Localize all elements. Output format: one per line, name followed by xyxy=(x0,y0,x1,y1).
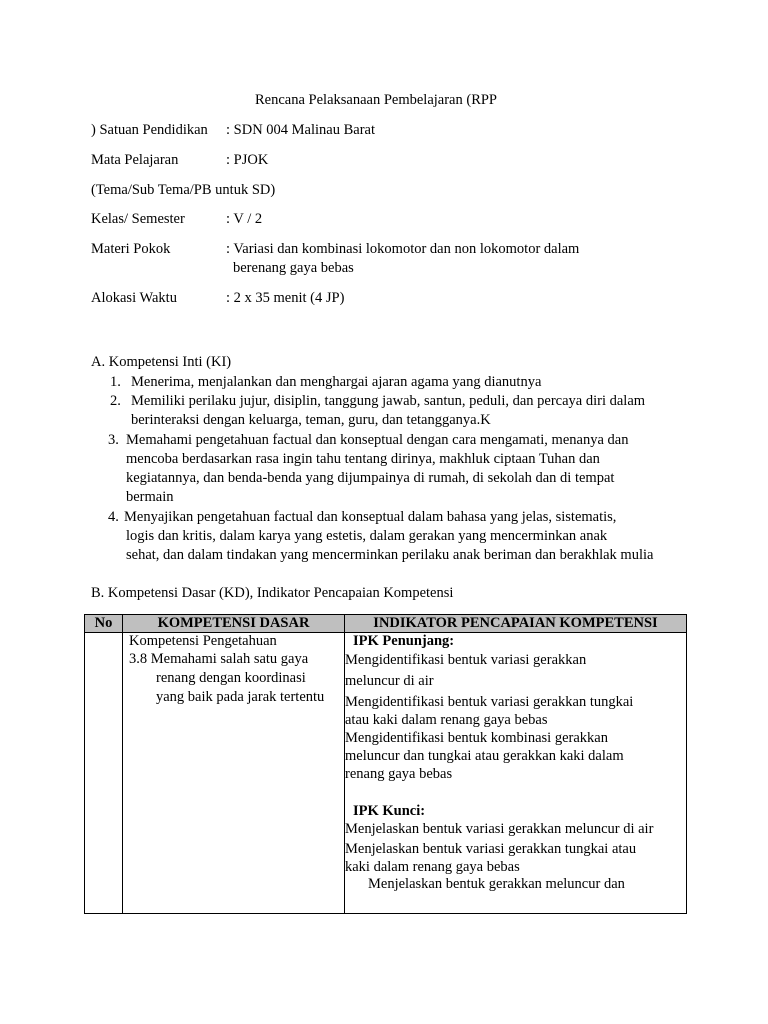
info-label: (Tema/Sub Tema/PB untuk SD) xyxy=(91,182,276,198)
ipk-line: Menjelaskan bentuk variasi gerakkan meluncur di air xyxy=(345,821,654,837)
cell-no xyxy=(85,633,123,914)
kd-line: 3.8 Memahami salah satu gaya xyxy=(129,651,309,667)
header-no: No xyxy=(85,615,123,633)
ipk-line: Mengidentifikasi bentuk variasi gerakkan tungkai xyxy=(345,694,634,710)
ki-item-text: bermain xyxy=(126,489,174,505)
ki-item-text: Memiliki perilaku jujur, disiplin, tanggung jawab, santun, peduli, dan percaya diri dalam xyxy=(131,393,646,409)
ki-item-text: mencoba berdasarkan rasa ingin tahu tentang dirinya, makhluk ciptaan Tuhan dan xyxy=(126,451,600,467)
ki-item-text: kegiatannya, dan benda-benda yang dijumpainya di rumah, di sekolah dan di tempat xyxy=(126,470,615,486)
page-title: Rencana Pelaksanaan Pembelajaran (RPP xyxy=(255,92,497,108)
section-b-heading: B. Kompetensi Dasar (KD), Indikator Pencapaian Kompetensi xyxy=(91,585,454,601)
kd-line: renang dengan koordinasi xyxy=(156,670,306,686)
info-value: : SDN 004 Malinau Barat xyxy=(226,122,376,138)
section-a-heading: A. Kompetensi Inti (KI) xyxy=(91,354,232,370)
kd-category: Kompetensi Pengetahuan xyxy=(129,633,277,649)
ki-item-text: Menerima, menjalankan dan menghargai ajaran agama yang dianutnya xyxy=(131,374,542,390)
ipk-penunjang-heading: IPK Penunjang: xyxy=(353,633,455,649)
info-value-continuation: berenang gaya bebas xyxy=(233,260,354,276)
table-header-row xyxy=(85,615,687,633)
ipk-line: Menjelaskan bentuk gerakkan meluncur dan xyxy=(368,876,625,892)
ki-item-marker: 3. xyxy=(108,432,119,448)
info-label: Materi Pokok xyxy=(91,241,171,257)
info-value: : PJOK xyxy=(226,152,269,168)
ipk-line: Menjelaskan bentuk variasi gerakkan tungkai atau xyxy=(345,841,637,857)
cell-indikator xyxy=(345,633,687,914)
kd-table xyxy=(84,614,687,914)
ipk-line: Mengidentifikasi bentuk variasi gerakkan xyxy=(345,652,587,668)
info-value: : 2 x 35 menit (4 JP) xyxy=(226,290,345,306)
ki-item-text: berinteraksi dengan keluarga, teman, guru, dan tetangganya.K xyxy=(131,412,491,428)
ipk-line: meluncur di air xyxy=(345,673,434,689)
ki-item-marker: 4. xyxy=(108,509,119,525)
ipk-line: meluncur dan tungkai atau gerakkan kaki dalam xyxy=(345,748,624,764)
cell-kompetensi-dasar xyxy=(123,633,345,914)
info-label: Kelas/ Semester xyxy=(91,211,185,227)
info-label: Mata Pelajaran xyxy=(91,152,179,168)
ki-item-text: Memahami pengetahuan factual dan konseptual dengan cara mengamati, menanya dan xyxy=(126,432,629,448)
ki-item-text: Menyajikan pengetahuan factual dan konseptual dalam bahasa yang jelas, sistematis, xyxy=(124,509,617,525)
table-row xyxy=(85,633,687,914)
kd-line: yang baik pada jarak tertentu xyxy=(156,689,325,705)
header-indikator: INDIKATOR PENCAPAIAN KOMPETENSI xyxy=(345,615,687,633)
ki-item-marker: 2. xyxy=(110,393,121,409)
ipk-line: Mengidentifikasi bentuk kombinasi gerakkan xyxy=(345,730,608,746)
info-value: : V / 2 xyxy=(226,211,263,227)
ipk-kunci-heading: IPK Kunci: xyxy=(353,803,426,819)
ipk-line: renang gaya bebas xyxy=(345,766,453,782)
ipk-line: atau kaki dalam renang gaya bebas xyxy=(345,712,548,728)
ki-item-text: logis dan kritis, dalam karya yang estetis, dalam gerakan yang mencerminkan anak xyxy=(126,528,608,544)
info-value: : Variasi dan kombinasi lokomotor dan non lokomotor dalam xyxy=(226,241,580,257)
ipk-line: kaki dalam renang gaya bebas xyxy=(345,859,520,875)
header-kompetensi-dasar: KOMPETENSI DASAR xyxy=(123,615,345,633)
info-label: Alokasi Waktu xyxy=(91,290,177,306)
info-label: ) Satuan Pendidikan xyxy=(91,122,208,138)
ki-item-text: sehat, dan dalam tindakan yang mencerminkan perilaku anak beriman dan berakhlak mulia xyxy=(126,547,654,563)
ki-item-marker: 1. xyxy=(110,374,121,390)
